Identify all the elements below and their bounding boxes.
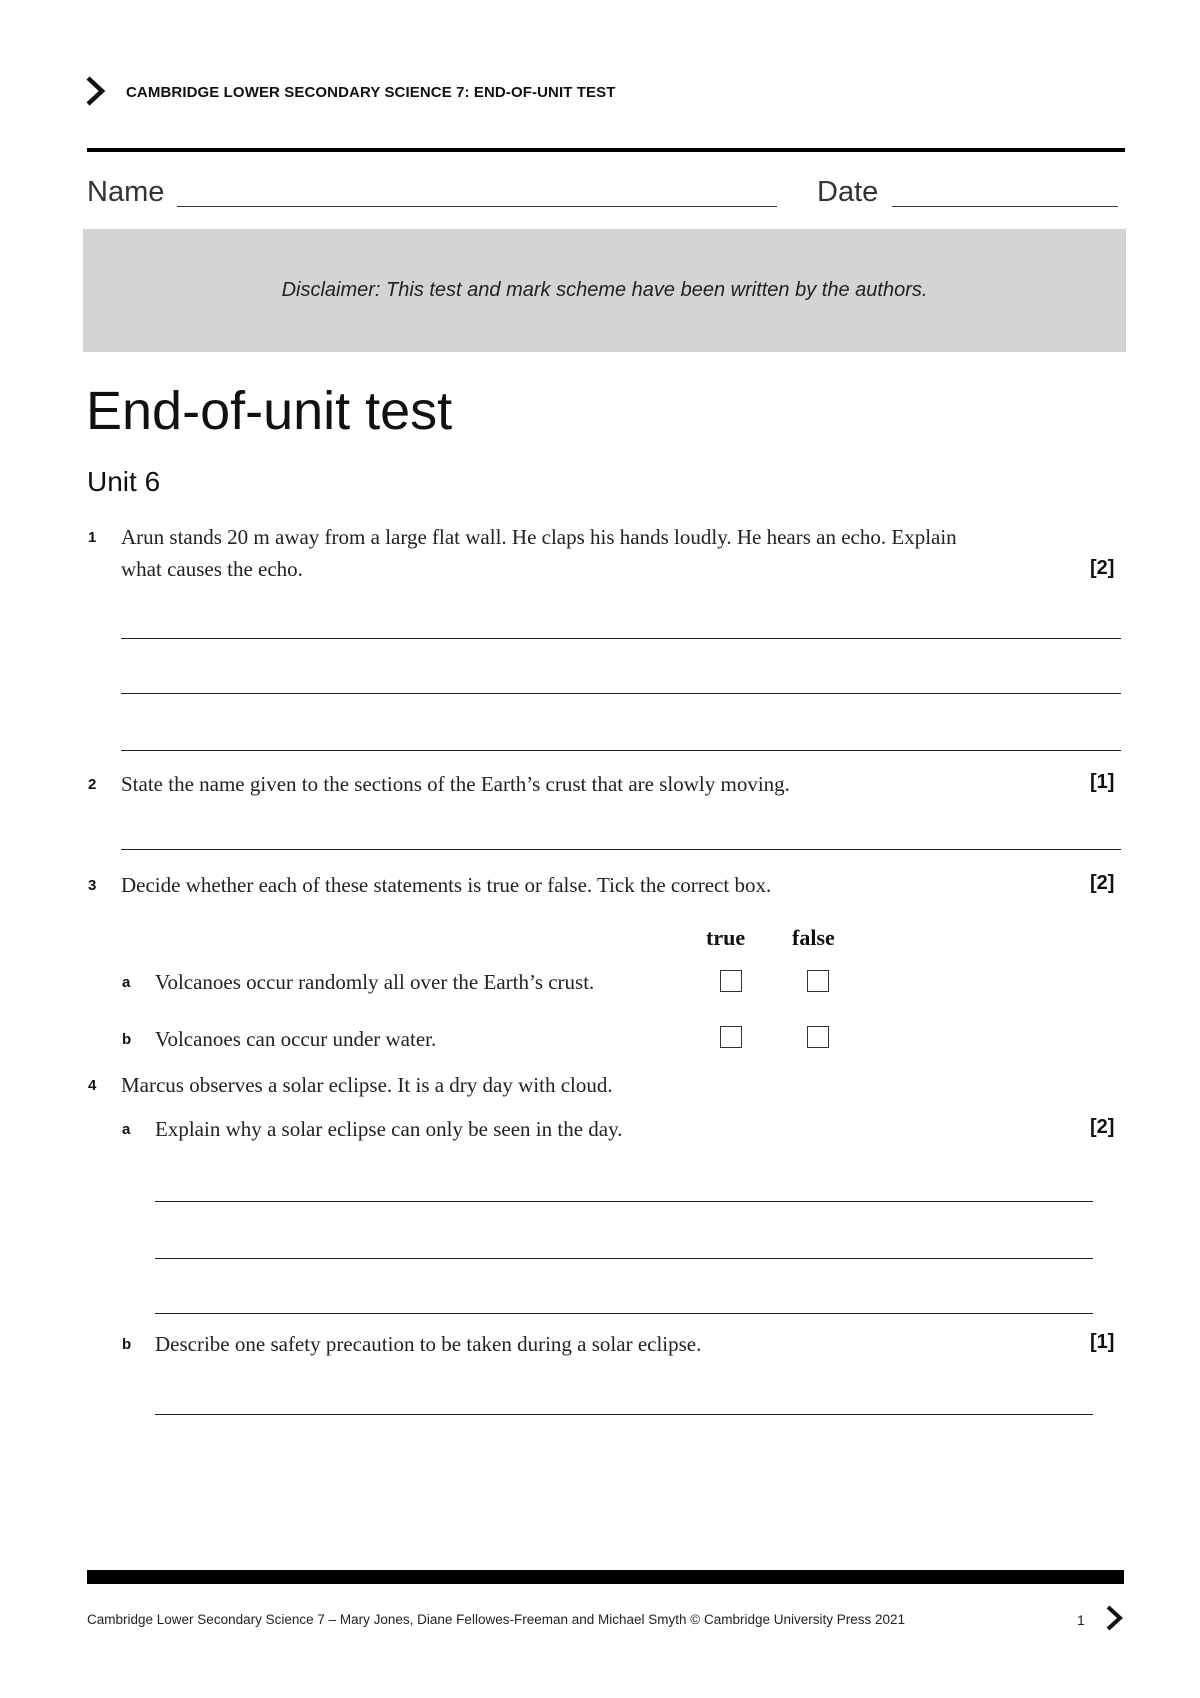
false-checkbox[interactable] xyxy=(807,1026,829,1048)
statement-text: Volcanoes occur randomly all over the Earth’s crust. xyxy=(155,970,595,994)
answer-line[interactable] xyxy=(121,849,1121,850)
question-text: Arun stands 20 m away from a large flat wall. He claps his hands loudly. He hears an echo. Explain xyxy=(121,525,957,549)
answer-line[interactable] xyxy=(155,1414,1093,1415)
subquestion-label: b xyxy=(122,1336,132,1353)
marks-label: [2] xyxy=(1090,1116,1115,1138)
answer-line[interactable] xyxy=(121,638,1121,639)
subquestion-text: Describe one safety precaution to be taken during a solar eclipse. xyxy=(155,1332,702,1356)
false-checkbox[interactable] xyxy=(807,970,829,992)
true-column-header: true xyxy=(706,925,746,950)
subquestion-text: Explain why a solar eclipse can only be seen in the day. xyxy=(155,1117,623,1141)
chevron-right-icon xyxy=(1103,1603,1125,1633)
disclaimer-box xyxy=(83,229,1126,352)
unit-title: Unit 6 xyxy=(87,466,161,497)
marks-label: [2] xyxy=(1090,872,1115,894)
true-checkbox[interactable] xyxy=(720,970,742,992)
question-text: State the name given to the sections of the Earth’s crust that are slowly moving. xyxy=(121,772,790,796)
date-field[interactable] xyxy=(892,206,1118,207)
question-number: 3 xyxy=(88,877,97,894)
page-number: 1 xyxy=(1077,1612,1085,1628)
date-label: Date xyxy=(817,176,879,208)
page-title: End-of-unit test xyxy=(86,381,453,441)
question-number: 1 xyxy=(88,529,97,546)
name-field[interactable] xyxy=(177,206,777,207)
question-text: Marcus observes a solar eclipse. It is a dry day with cloud. xyxy=(121,1073,613,1097)
running-header: CAMBRIDGE LOWER SECONDARY SCIENCE 7: END-OF-UNIT TEST xyxy=(126,84,616,101)
chevron-right-icon xyxy=(82,74,108,108)
footer-bar xyxy=(87,1570,1124,1584)
marks-label: [1] xyxy=(1090,1331,1115,1353)
answer-line[interactable] xyxy=(121,750,1121,751)
answer-line[interactable] xyxy=(155,1201,1093,1202)
question-text: Decide whether each of these statements is true or false. Tick the correct box. xyxy=(121,873,772,897)
header-rule xyxy=(87,148,1125,152)
marks-label: [1] xyxy=(1090,771,1115,793)
answer-line[interactable] xyxy=(155,1258,1093,1259)
statement-text: Volcanoes can occur under water. xyxy=(155,1027,437,1051)
false-column-header: false xyxy=(792,925,835,950)
question-text-continued: what causes the echo. xyxy=(121,557,303,581)
footer-copyright: Cambridge Lower Secondary Science 7 – Mary Jones, Diane Fellowes-Freeman and Michael Smyth © Cambridge University Press 2021 xyxy=(87,1612,906,1627)
answer-line[interactable] xyxy=(121,693,1121,694)
question-number: 2 xyxy=(88,776,97,793)
subquestion-label: a xyxy=(122,1121,131,1138)
true-checkbox[interactable] xyxy=(720,1026,742,1048)
name-date-row xyxy=(87,176,1127,216)
question-number: 4 xyxy=(88,1077,97,1094)
subquestion-label: b xyxy=(122,1031,132,1048)
answer-line[interactable] xyxy=(155,1313,1093,1314)
name-label: Name xyxy=(87,176,165,208)
marks-label: [2] xyxy=(1090,557,1115,579)
subquestion-label: a xyxy=(122,974,131,991)
disclaimer-text: Disclaimer: This test and mark scheme have been written by the authors. xyxy=(281,279,928,301)
